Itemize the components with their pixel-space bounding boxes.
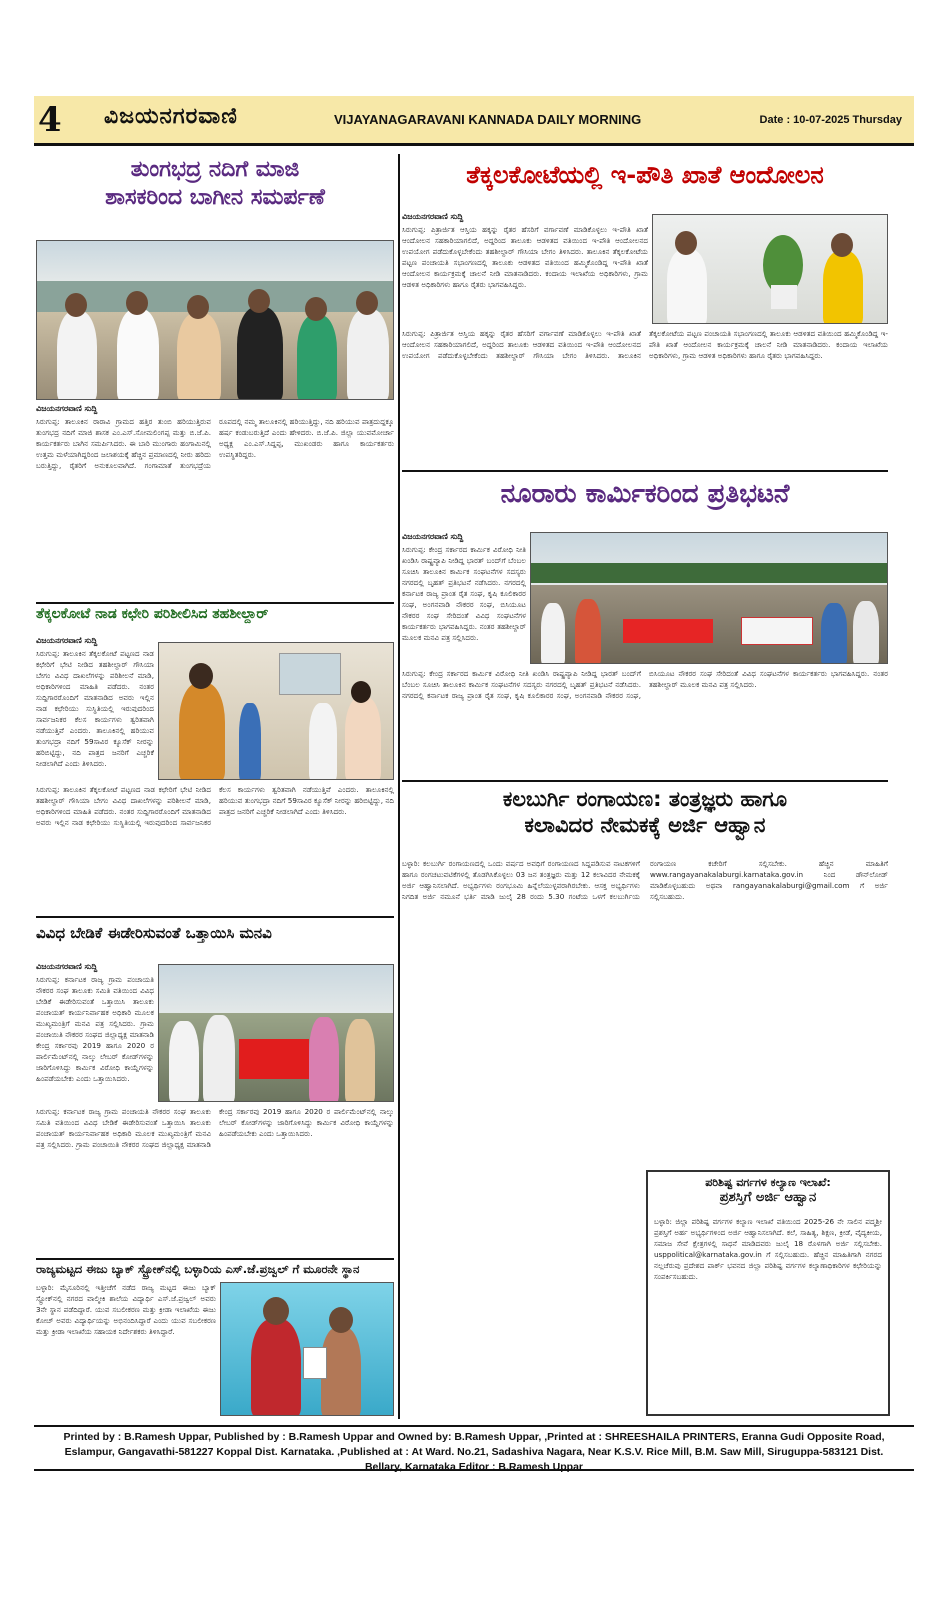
body-continuation: ಸಿರುಗುಪ್ಪ: ಕೇಂದ್ರ ಸರ್ಕಾರದ ಕಾರ್ಮಿಕ ವಿರೋಧಿ ನೀತಿ ಖಂಡಿಸಿ ರಾಷ್ಟ್ರವ್ಯಾಪಿ ನೀಡಿದ್ದ ಭಾರತ್ ಬಂದ್‌ಗೆ ಬೆಂಬಲ ಸೂಚಿಸಿ ತಾಲೂಕಿನ ಕಾರ್ಮಿಕ ಸಂಘಟನೆಗಳ ಸದಸ್ಯರು ನಗರದಲ್ಲಿ ಬೃಹತ್ ಪ್ರತಿಭಟನೆ ನಡೆಸಿದರು. ನಗರದಲ್ಲಿ ಕರ್ನಾಟಕ ರಾಜ್ಯ ಪ್ರಾಂತ ರೈತ ಸಂಘ, ಕೃಷಿ ಕೂಲಿಕಾರರ ಸಂಘ, ಅಂಗನವಾಡಿ ನೌಕರರ ಸಂಘ, ಬಿಸಿಯೂಟ ನೌಕರರ ಸಂಘ ಸೇರಿದಂತೆ ವಿವಿಧ ಸಂಘಟನೆಗಳ ಕಾರ್ಯಕರ್ತರು ಭಾಗವಹಿಸಿದ್ದರು. ನಂತರ ತಹಶೀಲ್ದಾರ್ ಮೂಲಕ ಮನವಿ ಪತ್ರ ಸಲ್ಲಿಸಿದರು.	[402, 669, 888, 700]
article-body-continued	[36, 1106, 394, 1256]
section-divider	[36, 602, 394, 604]
article-body: ಸಿರುಗುಪ್ಪ: ಕೇಂದ್ರ ಸರ್ಕಾರದ ಕಾರ್ಮಿಕ ವಿರೋಧಿ ನೀತಿ ಖಂಡಿಸಿ ರಾಷ್ಟ್ರವ್ಯಾಪಿ ನೀಡಿದ್ದ ಭಾರತ್ ಬಂದ್‌ಗೆ ಬೆಂಬಲ ಸೂಚಿಸಿ ತಾಲೂಕಿನ ಕಾರ್ಮಿಕ ಸಂಘಟನೆಗಳ ಸದಸ್ಯರು ನಗರದಲ್ಲಿ ಬೃಹತ್ ಪ್ರತಿಭಟನೆ ನಡೆಸಿದರು. ನಗರದಲ್ಲಿ ಕರ್ನಾಟಕ ರಾಜ್ಯ ಪ್ರಾಂತ ರೈತ ಸಂಘ, ಕೃಷಿ ಕೂಲಿಕಾರರ ಸಂಘ, ಅಂಗನವಾಡಿ ನೌಕರರ ಸಂಘ, ಬಿಸಿಯೂಟ ನೌಕರರ ಸಂಘ ಸೇರಿದಂತೆ ವಿವಿಧ ಸಂಘಟನೆಗಳ ಕಾರ್ಯಕರ್ತರು ಭಾಗವಹಿಸಿದ್ದರು. ನಂತರ ತಹಶೀಲ್ದಾರ್ ಮೂಲಕ ಮನವಿ ಪತ್ರ ಸಲ್ಲಿಸಿದರು.	[402, 545, 526, 642]
protest-march-photo	[530, 532, 888, 664]
headline-line1: ಪರಿಶಿಷ್ಟ ವರ್ಗಗಳ ಕಲ್ಯಾಣ ಇಲಾಖೆ:	[705, 1176, 831, 1189]
body-continuation: ಸಿರುಗುಪ್ಪ: ಕರ್ನಾಟಕ ರಾಜ್ಯ ಗ್ರಾಮ ಪಂಚಾಯತಿ ನೌಕರರ ಸಂಘ ತಾಲೂಕು ಸಮಿತಿ ವತಿಯಿಂದ ವಿವಿಧ ಬೇಡಿಕೆ ಈಡೇರಿಸುವಂತೆ ಒತ್ತಾಯಿಸಿ ತಾಲೂಕು ಪಂಚಾಯತ್ ಕಾರ್ಯನಿರ್ವಾಹಕ ಅಧಿಕಾರಿ ಮೂಲಕ ಮುಖ್ಯಮಂತ್ರಿಗೆ ಮನವಿ ಪತ್ರ ಸಲ್ಲಿಸಿದರು. ಗ್ರಾಮ ಪಂಚಾಯಿತಿ ನೌಕರರ ಸಂಘದ ಜಿಲ್ಲಾಧ್ಯಕ್ಷ ಮಾತನಾಡಿ ಕೇಂದ್ರ ಸರ್ಕಾರವು 2019 ಹಾಗೂ 2020 ರ ಪಾರ್ಲಿಮೆಂಟ್‌ನಲ್ಲಿ ನಾಲ್ಕು ಲೇಬರ್ ಕೋಡ್‌ಗಳನ್ನು ಜಾರಿಗೊಳಿಸಿದ್ದು ಕಾರ್ಮಿಕ ವಿರೋಧಿ ಕಾಯ್ದೆಗಳನ್ನು ಹಿಂಪಡೆಯಬೇಕು ಎಂದು ಒತ್ತಾಯಿಸಿದರು.	[36, 1107, 394, 1149]
article-headline: ನೂರಾರು ಕಾರ್ಮಿಕರಿಂದ ಪ್ರತಿಭಟನೆ	[500, 479, 790, 509]
article-body: ಸಿರುಗುಪ್ಪ: ಪಿತ್ರಾರ್ಜಿತ ಆಸ್ತಿಯ ಹಕ್ಕನ್ನು ರೈತರ ಹೆಸರಿಗೆ ವರ್ಗಾವಣೆ ಮಾಡಿಕೊಳ್ಳಲು ಇ-ಪೌತಿ ಖಾತೆ ಆಂದೋಲನ ಸಹಕಾರಿಯಾಗಲಿದೆ, ಅದ್ದರಿಂದ ತಾಲೂಕು ಆಡಳಿತದ ವತಿಯಿಂದ ಇ-ಪೌತಿ ಆಂದೋಲನದ ಉಪಯೋಗ ಪಡೆದುಕೊಳ್ಳಬೇಕೆಂದು ತಹಶೀಲ್ದಾರ್ ಗೌಸಿಯಾ ಬೇಗಂ ತಿಳಿಸಿದರು. ತಾಲೂಕಿನ ತೆಕ್ಕಲಕೋಟೆಯ ಪಟ್ಟಣ ಪಂಚಾಯತಿ ಸಭಾಂಗಣದಲ್ಲಿ ತಾಲೂಕು ಆಡಳಿತದ ವತಿಯಿಂದ ಹಮ್ಮಿಕೊಂಡಿದ್ದ ಇ-ಪೌತಿ ಖಾತೆ ಆಂದೋಲನ ಕಾರ್ಯಕ್ರಮಕ್ಕೆ ಚಾಲನೆ ನೀಡಿ ಮಾತನಾಡಿದರು. ಕಂದಾಯ ಇಲಾಖೆಯ ಅಧಿಕಾರಿಗಳು, ಗ್ರಾಮ ಆಡಳಿತ ಅಧಿಕಾರಿಗಳು ಹಾಗೂ ರೈತರು ಭಾಗವಹಿಸಿದ್ದರು.	[402, 225, 648, 289]
footer-line3: Bellary, Karnataka Editor : B.Ramesh Uppar	[364, 1461, 584, 1473]
section-divider	[402, 780, 888, 782]
article-scholarship-box	[646, 1170, 890, 1416]
article-headline	[652, 1176, 884, 1206]
masthead-date: Date : 10-07-2025 Thursday	[759, 114, 902, 126]
article-body-continued	[402, 668, 888, 778]
article-body: ಸಿರುಗುಪ್ಪ: ತಾಲೂಕಿನ ತೆಕ್ಕಲಕೋಟೆ ಪಟ್ಟಣದ ನಾಡ ಕಛೇರಿಗೆ ಭೇಟಿ ನೀಡಿದ ತಹಶೀಲ್ದಾರ್ ಗೌಸಿಯಾ ಬೇಗಂ ವಿವಿಧ ದಾಖಲೆಗಳನ್ನು ಪರಿಶೀಲನೆ ಮಾಡಿ, ಅಧಿಕಾರಿಗಳಿಂದ ಮಾಹಿತಿ ಪಡೆದರು. ನಂತರ ಸುದ್ದಿಗಾರರೊಂದಿಗೆ ಮಾತನಾಡಿದ ಅವರು ಇಲ್ಲಿನ ನಾಡ ಕಛೇರಿಯು ಸುಸ್ಥಿತಿಯಲ್ಲಿ ಇರುವುದರಿಂದ ಸಾರ್ವಜನಿಕರ ಕೆಲಸ ಕಾರ್ಯಗಳು ತ್ವರಿತವಾಗಿ ನಡೆಯುತ್ತಿವೆ ಎಂದರು. ತಾಲೂಕಿನಲ್ಲಿ ಹರಿಯುವ ತುಂಗಭದ್ರಾ ನದಿಗೆ 59ಸಾವಿರ ಕ್ಯೂಸೆಕ್ ನೀರನ್ನು ಹರಿಬಿಟ್ಟಿದ್ದು, ನದಿ ಪಾತ್ರದ ಜನರಿಗೆ ಎಚ್ಚರಿಕೆ ನೀಡಲಾಗಿದೆ ಎಂದು ತಿಳಿಸಿದರು.	[36, 649, 154, 768]
article-body: ಸಿರುಗುಪ್ಪ: ಕರ್ನಾಟಕ ರಾಜ್ಯ ಗ್ರಾಮ ಪಂಚಾಯತಿ ನೌಕರರ ಸಂಘ ತಾಲೂಕು ಸಮಿತಿ ವತಿಯಿಂದ ವಿವಿಧ ಬೇಡಿಕೆ ಈಡೇರಿಸುವಂತೆ ಒತ್ತಾಯಿಸಿ ತಾಲೂಕು ಪಂಚಾಯತ್ ಕಾರ್ಯನಿರ್ವಾಹಕ ಅಧಿಕಾರಿ ಮೂಲಕ ಮುಖ್ಯಮಂತ್ರಿಗೆ ಮನವಿ ಪತ್ರ ಸಲ್ಲಿಸಿದರು. ಗ್ರಾಮ ಪಂಚಾಯಿತಿ ನೌಕರರ ಸಂಘದ ಜಿಲ್ಲಾಧ್ಯಕ್ಷ ಮಾತನಾಡಿ ಕೇಂದ್ರ ಸರ್ಕಾರವು 2019 ಹಾಗೂ 2020 ರ ಪಾರ್ಲಿಮೆಂಟ್‌ನಲ್ಲಿ ನಾಲ್ಕು ಲೇಬರ್ ಕೋಡ್‌ಗಳನ್ನು ಜಾರಿಗೊಳಿಸಿದ್ದು ಕಾರ್ಮಿಕ ವಿರೋಧಿ ಕಾಯ್ದೆಗಳನ್ನು ಹಿಂಪಡೆಯಬೇಕು ಎಂದು ಒತ್ತಾಯಿಸಿದರು.	[36, 975, 154, 1083]
section-divider	[36, 1258, 394, 1260]
headline-line1: ತುಂಗಭದ್ರ ನದಿಗೆ ಮಾಜಿ	[130, 157, 300, 182]
article-body: ಬಳ್ಳಾರಿ: ಜಿಲ್ಲಾ ಪರಿಶಿಷ್ಟ ವರ್ಗಗಳ ಕಲ್ಯಾಣ ಇಲಾಖೆ ವತಿಯಿಂದ 2025-26 ನೇ ಸಾಲಿನ ಪದ್ಮಶ್ರೀ ಪ್ರಶಸ್ತಿಗೆ ಅರ್ಹ ಅಭ್ಯರ್ಥಿಗಳಿಂದ ಅರ್ಜಿ ಆಹ್ವಾನಿಸಲಾಗಿದೆ. ಕಲೆ, ಸಾಹಿತ್ಯ, ಶಿಕ್ಷಣ, ಕ್ರೀಡೆ, ವೈದ್ಯಕೀಯ, ಸಮಾಜ ಸೇವೆ ಕ್ಷೇತ್ರಗಳಲ್ಲಿ ಸಾಧನೆ ಮಾಡಿದವರು ಜುಲೈ 18 ರೊಳಗಾಗಿ ಅರ್ಜಿ ಸಲ್ಲಿಸಬೇಕು. usppolitical@karnataka.gov.in ಗೆ ಸಲ್ಲಿಸಬಹುದು. ಹೆಚ್ಚಿನ ಮಾಹಿತಿಗಾಗಿ ನಗರದ ನಲ್ಲಚೆರುವು ಪ್ರದೇಶದ ಪಾರ್ಕ್ ಭವನದ ಜಿಲ್ಲಾ ಪರಿಶಿಷ್ಟ ವರ್ಗಗಳ ಕಲ್ಯಾಣಾಧಿಕಾರಿಗಳ ಕಛೇರಿಯನ್ನು ಸಂಪರ್ಕಿಸಬಹುದು.	[654, 1217, 882, 1281]
page-number: 4	[38, 100, 62, 140]
footer-line1: Printed by : B.Ramesh Uppar, Published by : B.Ramesh Uppar and Owned by: B.Ramesh Uppar, ,Printed at : SHREESHAILA PRINTERS, Eranna Gudi Opposite Road,	[63, 1431, 885, 1443]
article-headline: ತೆಕ್ಕಲಕೋಟೆ ನಾಡ ಕಛೇರಿ ಪರಿಶೀಲಿಸಿದ ತಹಶೀಲ್ದಾರ್	[36, 606, 269, 622]
swimmer-photo	[220, 1282, 394, 1416]
body-part1: ಬಳ್ಳಾರಿ: ಕಲಬುರ್ಗಿ ರಂಗಾಯಣದಲ್ಲಿ ಒಂದು ವರ್ಷದ ಅವಧಿಗೆ ರಂಗಾಯಣದ ಸಿದ್ದಪಡಿಸುವ ನಾಟಕಗಳಿಗೆ ಹಾಗೂ ರಂಗಚಟುವಟಿಕೆಗಳಲ್ಲಿ ತೊಡಗಿಸಿಕೊಳ್ಳಲು 03 ಜನ ತಂತ್ರಜ್ಞರು ಮತ್ತು 12 ಕಲಾವಿದರ ನೇಮಕಕ್ಕೆ ಅರ್ಜಿ ಆಹ್ವಾನಿಸಲಾಗಿದೆ. ಅಭ್ಯರ್ಥಿಗಳು ರಂಗಭೂಮಿ ಹಿನ್ನೆಲೆಯುಳ್ಳವರಾಗಿರಬೇಕು. ಆಸಕ್ತ ಅಭ್ಯರ್ಥಿಗಳು ನಿಗದಿತ ಅರ್ಜಿ ನಮೂನೆ ಭರ್ತಿ ಮಾಡಿ ಜುಲೈ 28 ರಂದು 5.30 ಗಂಟೆಯ ಒಳಗೆ ಕಲಬುರ್ಗಿಯ ರಂಗಾಯಣ ಕಚೇರಿಗೆ ಸಲ್ಲಿಸಬೇಕು. ಹೆಚ್ಚಿನ ಮಾಹಿತಿಗೆ www.rangayanakalaburgi.karnataka.gov.in ನಿಂದ ಡೌನ್‌ಲೋಡ್ ಮಾಡಿಕೊಳ್ಳಬಹುದು ಅಥವಾ rangayanakalaburgi@gmail.com ಗೆ ಅರ್ಜಿ ಸಲ್ಲಿಸಬಹುದು.	[402, 859, 888, 901]
article-byline: ವಿಜಯನಗರವಾಣಿ ಸುದ್ದಿ	[36, 404, 98, 413]
article-headline: ವಿವಿಧ ಬೇಡಿಕೆ ಈಡೇರಿಸುವಂತೆ ಒತ್ತಾಯಿಸಿ ಮನವಿ	[36, 924, 272, 942]
article-body-continued	[402, 328, 888, 468]
article-byline: ವಿಜಯನಗರವಾಣಿ ಸುದ್ದಿ	[36, 962, 98, 971]
body-continuation: ಸಿರುಗುಪ್ಪ: ಪಿತ್ರಾರ್ಜಿತ ಆಸ್ತಿಯ ಹಕ್ಕನ್ನು ರೈತರ ಹೆಸರಿಗೆ ವರ್ಗಾವಣೆ ಮಾಡಿಕೊಳ್ಳಲು ಇ-ಪೌತಿ ಖಾತೆ ಆಂದೋಲನ ಸಹಕಾರಿಯಾಗಲಿದೆ, ಅದ್ದರಿಂದ ತಾಲೂಕು ಆಡಳಿತದ ವತಿಯಿಂದ ಇ-ಪೌತಿ ಆಂದೋಲನದ ಉಪಯೋಗ ಪಡೆದುಕೊಳ್ಳಬೇಕೆಂದು ತಹಶೀಲ್ದಾರ್ ಗೌಸಿಯಾ ಬೇಗಂ ತಿಳಿಸಿದರು. ತಾಲೂಕಿನ ತೆಕ್ಕಲಕೋಟೆಯ ಪಟ್ಟಣ ಪಂಚಾಯತಿ ಸಭಾಂಗಣದಲ್ಲಿ ತಾಲೂಕು ಆಡಳಿತದ ವತಿಯಿಂದ ಹಮ್ಮಿಕೊಂಡಿದ್ದ ಇ-ಪೌತಿ ಖಾತೆ ಆಂದೋಲನ ಕಾರ್ಯಕ್ರಮಕ್ಕೆ ಚಾಲನೆ ನೀಡಿ ಮಾತನಾಡಿದರು. ಕಂದಾಯ ಇಲಾಖೆಯ ಅಧಿಕಾರಿಗಳು, ಗ್ರಾಮ ಆಡಳಿತ ಅಧಿಕಾರಿಗಳು ಹಾಗೂ ರೈತರು ಭಾಗವಹಿಸಿದ್ದರು.	[402, 329, 888, 360]
body-continuation: ಸಿರುಗುಪ್ಪ: ತಾಲೂಕಿನ ತೆಕ್ಕಲಕೋಟೆ ಪಟ್ಟಣದ ನಾಡ ಕಛೇರಿಗೆ ಭೇಟಿ ನೀಡಿದ ತಹಶೀಲ್ದಾರ್ ಗೌಸಿಯಾ ಬೇಗಂ ವಿವಿಧ ದಾಖಲೆಗಳನ್ನು ಪರಿಶೀಲನೆ ಮಾಡಿ, ಅಧಿಕಾರಿಗಳಿಂದ ಮಾಹಿತಿ ಪಡೆದರು. ನಂತರ ಸುದ್ದಿಗಾರರೊಂದಿಗೆ ಮಾತನಾಡಿದ ಅವರು ಇಲ್ಲಿನ ನಾಡ ಕಛೇರಿಯು ಸುಸ್ಥಿತಿಯಲ್ಲಿ ಇರುವುದರಿಂದ ಸಾರ್ವಜನಿಕರ ಕೆಲಸ ಕಾರ್ಯಗಳು ತ್ವರಿತವಾಗಿ ನಡೆಯುತ್ತಿವೆ ಎಂದರು. ತಾಲೂಕಿನಲ್ಲಿ ಹರಿಯುವ ತುಂಗಭದ್ರಾ ನದಿಗೆ 59ಸಾವಿರ ಕ್ಯೂಸೆಕ್ ನೀರನ್ನು ಹರಿಬಿಟ್ಟಿದ್ದು, ನದಿ ಪಾತ್ರದ ಜನರಿಗೆ ಎಚ್ಚರಿಕೆ ನೀಡಲಾಗಿದೆ ಎಂದು ತಿಳಿಸಿದರು.	[36, 785, 394, 827]
headline-line2: ಕಲಾವಿದರ ನೇಮಕಕ್ಕೆ ಅರ್ಜಿ ಆಹ್ವಾನ	[524, 813, 766, 838]
article-body: ಬಳ್ಳಾರಿ: ಮೈಸೂರಿನಲ್ಲಿ ಇತ್ತೀಚೆಗೆ ನಡೆದ ರಾಜ್ಯ ಮಟ್ಟದ ಈಜು ಬ್ಯಾಕ್ ಸ್ಟ್ರೋಕ್‌ನಲ್ಲಿ ನಗರದ ವಾಲ್ಮೀಕಿ ಶಾಲೆಯ ವಿದ್ಯಾರ್ಥಿ ಎಸ್.ಜೆ.ಪ್ರಜ್ವಲ್ ಅವರು 3ನೇ ಸ್ಥಾನ ಪಡೆದಿದ್ದಾರೆ. ಯುವ ಸಬಲೀಕರಣ ಮತ್ತು ಕ್ರೀಡಾ ಇಲಾಖೆಯ ಈಜು ಕೋಚ್ ಅವರು ವಿದ್ಯಾರ್ಥಿಯನ್ನು ಅಭಿನಂದಿಸಿದ್ದಾರೆ ಎಂದು ಯುವ ಸಬಲೀಕರಣ ಮತ್ತು ಕ್ರೀಡಾ ಇಲಾಖೆಯ ಸಹಾಯಕ ನಿರ್ದೇಶಕರು ತಿಳಿಸಿದ್ದಾರೆ.	[36, 1283, 216, 1336]
section-divider	[402, 470, 888, 472]
headline-line2: ಪ್ರಶಸ್ತಿಗೆ ಅರ್ಜಿ ಆಹ್ವಾನ	[719, 1189, 817, 1205]
imprint-footer	[34, 1425, 914, 1471]
memorandum-photo	[158, 964, 394, 1102]
masthead-subtitle: VIJAYANAGARAVANI KANNADA DAILY MORNING	[334, 112, 642, 127]
office-inspection-photo	[158, 642, 394, 780]
footer-line2: Eslampur, Gangavathi-581227 Koppal Dist. Karnataka. ,Published at : At Ward. No.21, Sadashiva Nagara, Near K.S.V. Rice Mill, B.M. Saw Mill, Siruguppa-583121 Dist.	[64, 1446, 884, 1458]
article-byline: ವಿಜಯನಗರವಾಣಿ ಸುದ್ದಿ	[402, 532, 464, 541]
article-headline	[402, 786, 888, 839]
masthead	[34, 96, 914, 146]
river-ceremony-photo	[36, 240, 394, 400]
masthead-title: ವಿಜಯನಗರವಾಣಿ	[104, 104, 238, 129]
headline-line2: ಶಾಸಕರಿಂದ ಬಾಗೀನ ಸಮರ್ಪಣೆ	[105, 184, 325, 210]
headline-line1: ಕಲಬುರ್ಗಿ ರಂಗಾಯಣ: ತಂತ್ರಜ್ಞರು ಹಾಗೂ	[502, 787, 788, 811]
article-headline: ರಾಜ್ಯಮಟ್ಟದ ಈಜು ಬ್ಯಾಕ್ ಸ್ಟ್ರೋಕ್‌ನಲ್ಲಿ ಬಳ್ಳಾರಿಯ ಎಸ್.ಜೆ.ಪ್ರಜ್ವಲ್ ಗೆ ಮೂರನೇ ಸ್ಥಾನ	[36, 1262, 360, 1276]
plant-sapling-photo	[652, 214, 888, 324]
column-divider	[398, 154, 400, 1419]
article-body: ಸಿರುಗುಪ್ಪ: ತಾಲೂಕಿನ ರಾರಾವಿ ಗ್ರಾಮದ ಹತ್ತಿರ ತುಂಬಿ ಹರಿಯುತ್ತಿರುವ ತುಂಗಭದ್ರ ನದಿಗೆ ಮಾಜಿ ಶಾಸಕ ಎಂ.ಎಸ್.ಸೋಮಲಿಂಗಪ್ಪ ಮತ್ತು ಬಿ.ಜೆ.ಪಿ. ಕಾರ್ಯಕರ್ತರು ಬಾಗಿನ ಸಮರ್ಪಿಸಿದರು. ಈ ಬಾರಿ ಮುಂಗಾರು ಹಂಗಾಮಿನಲ್ಲಿ ಉತ್ತಮ ಮಳೆಯಾಗಿದ್ದರಿಂದ ಜಲಾಶಯಕ್ಕೆ ಹೆಚ್ಚಿನ ಪ್ರಮಾಣದಲ್ಲಿ ನೀರು ಹರಿದು ಬರುತ್ತಿದ್ದು, ರೈತರಿಗೆ ಅನುಕೂಲವಾಗಿದೆ. ಗಂಗಾಮಾತೆ ತುಂಗಭದ್ರೆಯ ರೂಪದಲ್ಲಿ ನಮ್ಮ ತಾಲೂಕಿನಲ್ಲಿ ಹರಿಯುತ್ತಿದ್ದು, ನದಿ ಹರಿಯುವ ಪಾತ್ರದುದ್ದಕ್ಕೂ ಹರ್ಷ ಕಂಡುಬರುತ್ತಿದೆ ಎಂದು ಹೇಳಿದರು. ಬಿ.ಜೆ.ಪಿ. ಜಿಲ್ಲಾ ಯುವಮೋರ್ಚಾ ಅಧ್ಯಕ್ಷ ಎಂ.ಎಸ್.ಸಿದ್ದಪ್ಪ, ಮುಖಂಡರು ಹಾಗೂ ಕಾರ್ಯಕರ್ತರು ಉಪಸ್ಥಿತರಿದ್ದರು.	[36, 417, 394, 470]
article-headline: ತೆಕ್ಕಲಕೋಟೆಯಲ್ಲಿ ಇ-ಪೌತಿ ಖಾತೆ ಆಂದೋಲನ	[466, 161, 824, 189]
section-divider	[36, 916, 394, 918]
article-headline	[36, 156, 394, 211]
article-body-continued	[36, 784, 394, 912]
article-byline: ವಿಜಯನಗರವಾಣಿ ಸುದ್ದಿ	[36, 636, 98, 645]
article-byline: ವಿಜಯನಗರವಾಣಿ ಸುದ್ದಿ	[402, 212, 464, 221]
